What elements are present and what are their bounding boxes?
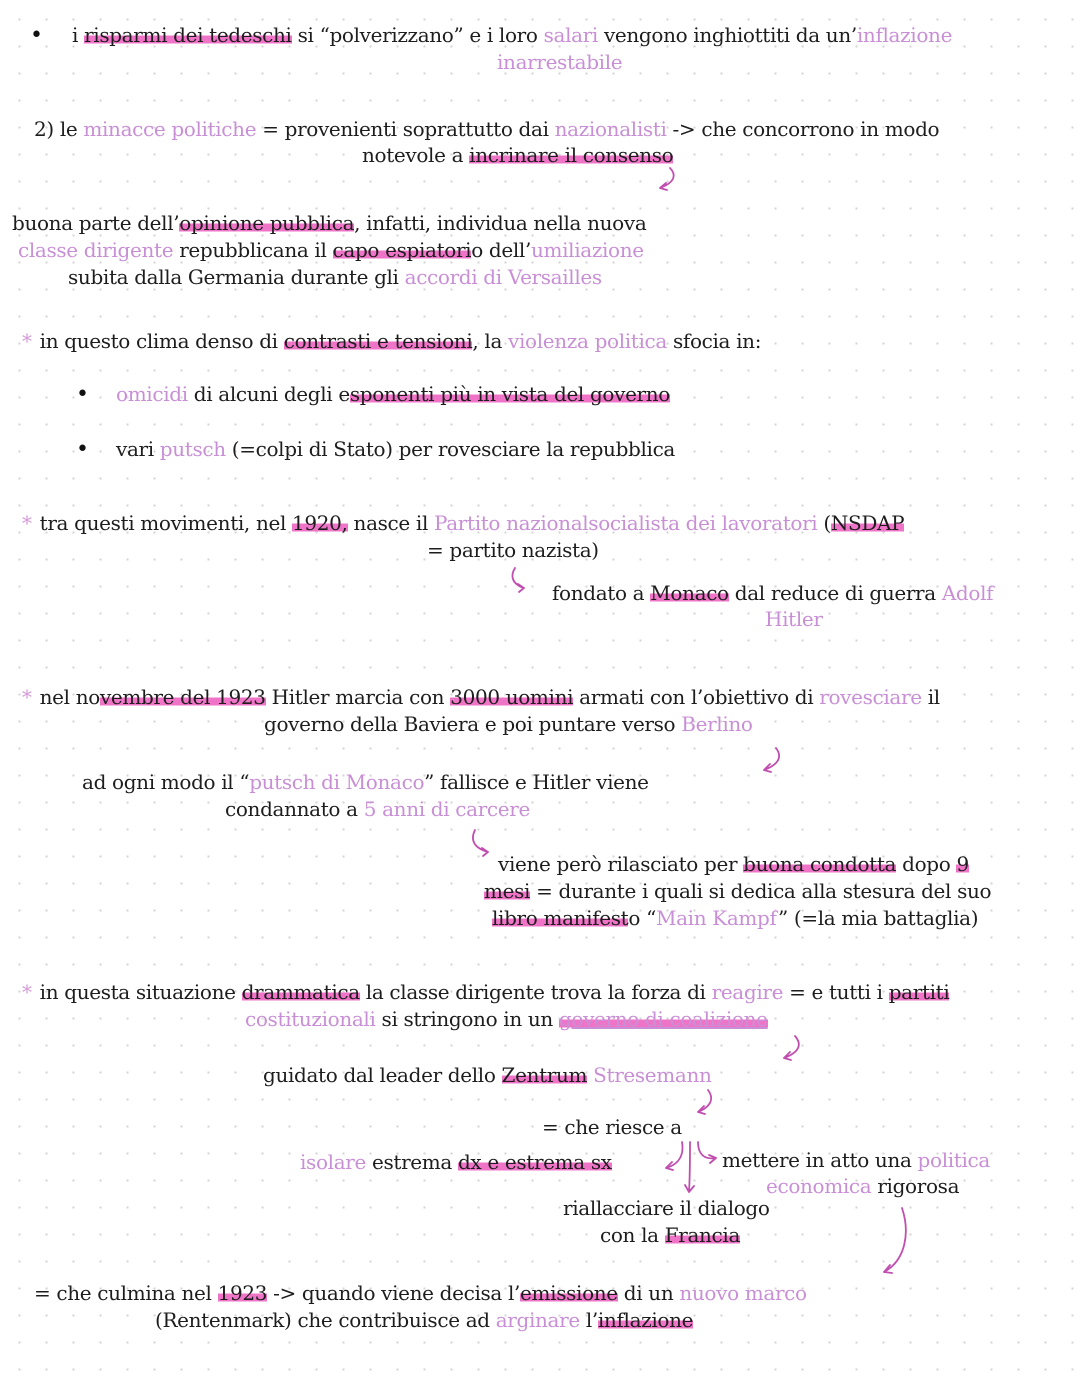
keyword: politica bbox=[917, 1148, 990, 1172]
text: estrema bbox=[365, 1150, 458, 1174]
keyword: nuovo marco bbox=[679, 1281, 807, 1305]
line-inarrestabile: inarrestabile bbox=[497, 50, 623, 74]
highlight: 1920, bbox=[292, 511, 348, 535]
text: vengon bbox=[597, 23, 676, 47]
text: si “polverizzano” e i loro bbox=[291, 23, 544, 47]
keyword: omicidi bbox=[116, 382, 188, 406]
text: il bbox=[921, 685, 940, 709]
text: = che culmina nel bbox=[34, 1281, 218, 1305]
text: di alcuni degli e bbox=[187, 382, 350, 406]
keyword: rovesciare bbox=[819, 685, 922, 709]
text: condannato a bbox=[225, 797, 364, 821]
curved-arrow-icon bbox=[884, 1208, 906, 1273]
keyword: umiliazione bbox=[530, 238, 644, 262]
highlight: sponenti più in vista del governo bbox=[349, 382, 670, 406]
text: -> che concorrono in modo bbox=[666, 117, 940, 141]
keyword: 5 anni di carcere bbox=[363, 797, 530, 821]
highlight: incrinare il consenso bbox=[469, 143, 674, 167]
text: buona parte dell’ bbox=[12, 211, 180, 235]
keyword: minacce politiche bbox=[83, 117, 257, 141]
branch-arrow-icon bbox=[698, 1142, 716, 1163]
highlight: libro manifest bbox=[492, 906, 629, 930]
curved-arrow-icon bbox=[512, 568, 524, 592]
text: in questa situazione bbox=[39, 980, 242, 1004]
highlight: 9 bbox=[956, 852, 969, 876]
curved-arrow-icon bbox=[473, 830, 488, 856]
highlight: vembre del 1923 bbox=[99, 685, 266, 709]
text: -> quando viene decisa l’ bbox=[267, 1281, 521, 1305]
highlight-keyword: governo di coalizione bbox=[558, 1007, 768, 1031]
text: , la bbox=[472, 329, 509, 353]
highlight: Zentrum bbox=[501, 1063, 588, 1087]
text: = durante i quali si dedica alla stesura del suo bbox=[530, 879, 992, 903]
line-partito-nazista: = partito nazista) bbox=[427, 538, 599, 562]
line-che-riesce: = che riesce a bbox=[542, 1115, 682, 1139]
keyword: violenza politica bbox=[508, 329, 667, 353]
bullet-dot: • bbox=[76, 382, 89, 407]
text: rigorosa bbox=[871, 1174, 960, 1198]
keyword: classe dirigente bbox=[18, 238, 174, 262]
keyword: Partito nazionalsocialista dei lavoratori bbox=[434, 511, 818, 535]
text: (Rentenmark) che contribuisce ad bbox=[155, 1308, 496, 1332]
text: = provenienti soprattutto dai bbox=[256, 117, 555, 141]
curved-arrow-icon bbox=[698, 1090, 711, 1114]
keyword: isolare bbox=[300, 1150, 366, 1174]
text: l’ bbox=[579, 1308, 598, 1332]
text: o inghiottiti da un’ bbox=[675, 23, 857, 47]
text: Hitler marcia con bbox=[265, 685, 451, 709]
asterisk: * bbox=[22, 511, 32, 535]
keyword: nazionalisti bbox=[554, 117, 667, 141]
branch-arrow-icon bbox=[666, 1142, 682, 1170]
highlight: Monaco bbox=[650, 581, 729, 605]
asterisk: * bbox=[22, 685, 32, 709]
text: tra questi movimenti, nel bbox=[39, 511, 293, 535]
keyword: putsch bbox=[159, 437, 226, 461]
text: governo della Baviera e poi puntare verso bbox=[264, 712, 682, 736]
keyword: Stresemann bbox=[593, 1063, 712, 1087]
keyword: Berlino bbox=[681, 712, 753, 736]
bullet-dot: • bbox=[30, 23, 43, 48]
text: subita dalla Germania durante gli bbox=[68, 265, 405, 289]
keyword: putsch di Monaco bbox=[249, 770, 425, 794]
text: nel no bbox=[39, 685, 100, 709]
highlight: opinione pubblica bbox=[179, 211, 355, 235]
text: nasce il bbox=[347, 511, 435, 535]
highlight: inflazione bbox=[597, 1308, 694, 1332]
text: dopo bbox=[896, 852, 957, 876]
text: di un bbox=[617, 1281, 680, 1305]
text: repubblicana il bbox=[173, 238, 333, 262]
highlight: buona condotta bbox=[743, 852, 897, 876]
text: viene però rilasciato per bbox=[498, 852, 744, 876]
asterisk: * bbox=[22, 329, 32, 353]
highlight: 3000 uomini bbox=[450, 685, 574, 709]
text: ( bbox=[817, 511, 831, 535]
branch-arrow-icon bbox=[685, 1142, 694, 1192]
text: con la bbox=[600, 1223, 665, 1247]
curved-arrow-icon bbox=[784, 1036, 799, 1060]
keyword: Main Kampf bbox=[655, 906, 779, 930]
text: ad ogni modo il “ bbox=[82, 770, 250, 794]
keyword: inflazione bbox=[856, 23, 953, 47]
text: vari bbox=[116, 437, 160, 461]
text: 2) le bbox=[34, 117, 84, 141]
text: armati con l’obiettivo di bbox=[573, 685, 820, 709]
keyword: arginare bbox=[495, 1308, 580, 1332]
curved-arrow-icon bbox=[764, 748, 779, 772]
highlight: mesi bbox=[484, 879, 531, 903]
highlight: contrasti e tensioni bbox=[283, 329, 473, 353]
highlight: partiti bbox=[888, 980, 950, 1004]
text: sfocia in: bbox=[666, 329, 762, 353]
text: (=colpi di Stato) per rovesciare la repubblica bbox=[225, 437, 675, 461]
keyword: accordi di Versailles bbox=[404, 265, 602, 289]
text: dal reduce di guerra bbox=[728, 581, 942, 605]
highlight: 1923 bbox=[217, 1281, 268, 1305]
keyword: reagire bbox=[711, 980, 784, 1004]
highlight: capo espiatori bbox=[332, 238, 472, 262]
line-riallacciare: riallacciare il dialogo bbox=[563, 1196, 770, 1220]
highlight: dx e estrema sx bbox=[457, 1150, 612, 1174]
highlight: NSDAP bbox=[830, 511, 905, 535]
keyword: salari bbox=[543, 23, 598, 47]
text: fondato a bbox=[552, 581, 651, 605]
text: o dell’ bbox=[471, 238, 531, 262]
text: mettere in atto una bbox=[722, 1148, 918, 1172]
text: in questo clima denso di bbox=[39, 329, 284, 353]
keyword: costituzionali bbox=[245, 1007, 376, 1031]
highlight: emissione bbox=[520, 1281, 618, 1305]
keyword: Adolf bbox=[941, 581, 994, 605]
highlight: Francia bbox=[664, 1223, 741, 1247]
text: guidato dal leader dello bbox=[263, 1063, 502, 1087]
text: i bbox=[72, 23, 85, 47]
bullet-dot: • bbox=[76, 437, 89, 462]
keyword: economica bbox=[766, 1174, 872, 1198]
highlight: risparmi dei tedeschi bbox=[84, 23, 292, 47]
text: la classe dirigente trova la forza di bbox=[359, 980, 712, 1004]
text: ” fallisce e Hitler viene bbox=[424, 770, 649, 794]
line-hitler: Hitler bbox=[765, 607, 823, 631]
highlight: drammatica bbox=[241, 980, 360, 1004]
text: si stringono in un bbox=[375, 1007, 559, 1031]
text: , infatti, individua nella nuova bbox=[354, 211, 647, 235]
text: ” (=la mia battaglia) bbox=[778, 906, 979, 930]
text: = e tutti i bbox=[783, 980, 889, 1004]
curved-arrow-icon bbox=[660, 168, 674, 190]
text: notevole a bbox=[362, 143, 470, 167]
text: o “ bbox=[628, 906, 656, 930]
asterisk: * bbox=[22, 980, 32, 1004]
